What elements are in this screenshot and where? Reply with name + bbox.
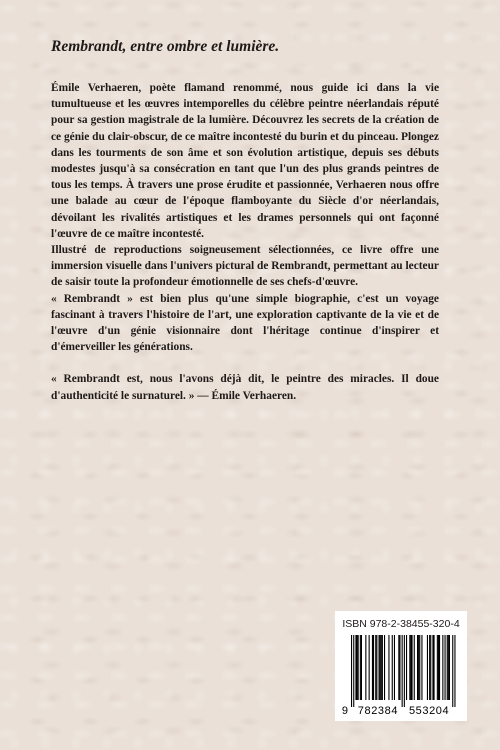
barcode-bar — [418, 635, 419, 700]
barcode-bar — [412, 635, 413, 700]
barcode-bar — [375, 635, 376, 700]
barcode-bar — [355, 635, 356, 700]
barcode-graphic — [341, 635, 461, 717]
barcode-bar — [380, 635, 381, 700]
isbn-label: ISBN 978-2-38455-320-4 — [342, 618, 460, 630]
barcode-bar — [382, 635, 383, 700]
author-quote: « Rembrandt est, nous l'avons déjà dit, le peintre des miracles. Il doue d'authenticité le surnaturel. » — Émile Verhaeren. — [51, 373, 439, 402]
blurb — [51, 80, 439, 404]
barcode-bar — [365, 635, 366, 700]
barcode-bar — [353, 635, 354, 707]
barcode-bar — [454, 635, 455, 707]
blurb-paragraph-3: « Rembrandt » est bien plus qu'une simple biographie, c'est un voyage fascinant à travers l'histoire de l'art, une exploration captivante de la vie et de l'œuvre d'un génie visionnaire dont l'héritage continue d'inspirer et d'émerveiller les générations. — [51, 292, 439, 354]
barcode-bar — [439, 635, 440, 700]
barcode-bar — [430, 635, 431, 700]
barcode-panel — [335, 611, 467, 721]
barcode-bar — [406, 635, 407, 700]
barcode-digits: 782384 — [357, 705, 399, 717]
barcode-bar — [438, 635, 439, 700]
barcode-bar — [381, 635, 382, 700]
barcode-bar — [392, 635, 393, 700]
barcode-bar — [447, 635, 448, 700]
barcode-bar — [373, 635, 374, 700]
barcode-bar — [421, 635, 422, 700]
barcode-bar — [445, 635, 446, 700]
barcode-bar — [404, 635, 405, 707]
barcode-bar — [376, 635, 377, 700]
blurb-paragraph-1: Émile Verhaeren, poète flamand renommé, nous guide ici dans la vie tumultueuse et les œuvres intemporelles du célèbre peintre néerlandais réputé pour sa gestion magistrale de la lumière. Découvrez les secrets de la création de ce génie du clair-obscur, de ce maître incontesté du burin et du pinceau. Plongez dans les tourments de son âme et son évolution artistique, depuis ses débuts modestes jusqu'à sa consécration en tant que l'un des plus grands peintres de tous les temps. À travers une prose érudite et passionnée, Verhaeren nous offre une balade au cœur de l'époque flamboyante du Siècle d'or néerlandais, dévoilant les rivalités artistiques et les drames personnels qui ont façonné l'œuvre de ce maître incontesté. — [51, 82, 439, 240]
barcode-bar — [429, 635, 430, 700]
barcode-bar — [410, 635, 411, 700]
barcode-bar — [351, 635, 352, 707]
barcode-bar — [442, 635, 443, 700]
barcode-bar — [388, 635, 389, 700]
barcode-bar — [394, 635, 395, 700]
barcode-bar — [414, 635, 415, 700]
barcode-bar — [449, 635, 450, 700]
barcode-bar — [448, 635, 449, 700]
barcode-bar — [452, 635, 453, 707]
barcode-bar — [361, 635, 362, 700]
barcode-bar — [357, 635, 358, 700]
barcode-bar — [360, 635, 361, 700]
barcode-bar — [384, 635, 385, 700]
barcode-bar — [434, 635, 435, 700]
barcode-bar — [399, 635, 400, 700]
barcode-bar — [379, 635, 380, 700]
barcode-bar — [419, 635, 420, 700]
barcode-bar — [417, 635, 418, 700]
barcode-bar — [358, 635, 359, 700]
barcode-bar — [402, 635, 403, 707]
barcode-bar — [432, 635, 433, 700]
barcode-digits: 553204 — [408, 705, 450, 717]
barcode-bar — [437, 635, 438, 700]
barcode-bar — [372, 635, 373, 700]
barcode-digits: 9 — [341, 705, 348, 717]
barcode-bar — [427, 635, 428, 700]
book-title: Rembrandt, entre ombre et lumière. — [51, 38, 280, 55]
barcode-bar — [409, 635, 410, 700]
barcode-bar — [369, 635, 370, 700]
blurb-paragraph-2: Illustré de reproductions soigneusement sélectionnées, ce livre offre une immersion visuelle dans l'univers pictural de Rembrandt, permettant au lecteur de saisir toute la profondeur émotionnelle de ses chefs-d'œuvre. — [51, 244, 439, 289]
barcode-bar — [398, 635, 399, 700]
